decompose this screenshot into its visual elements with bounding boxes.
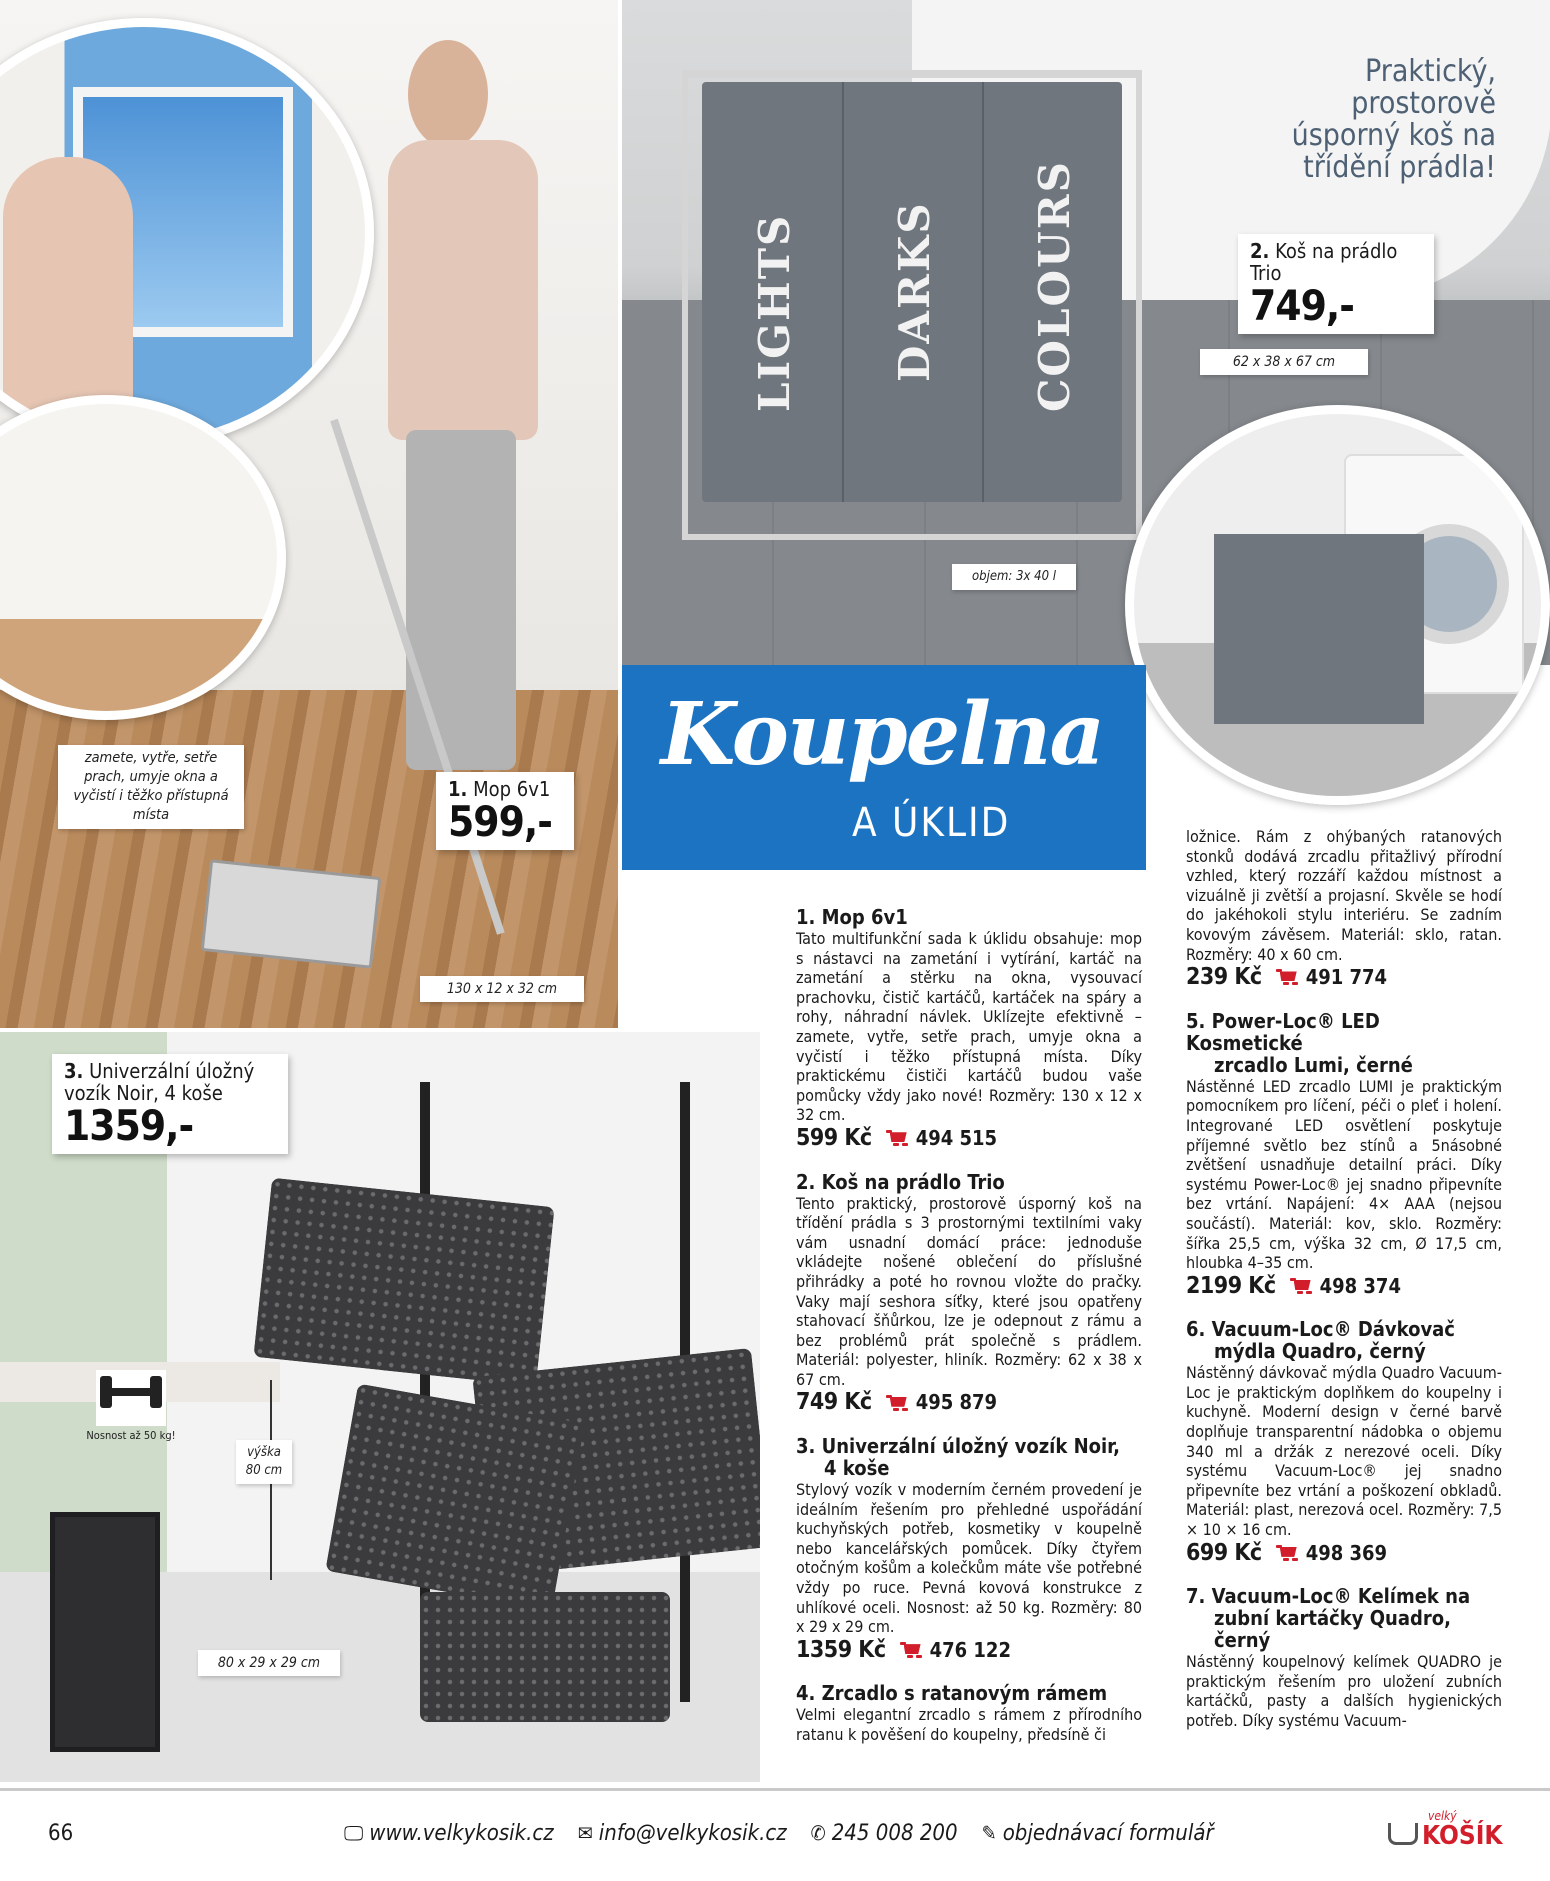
product-desc: Nástěnný dávkovač mýdla Quadro Vacuum-Loc je praktickým doplňkem do koupelny i kuchyně. Moderní design v černé barvě doplňuje transparentní nádobka o objemu 340 ml a držák z nerezové oceli. Díky systému Vacuum-Loc® jej snadno připevníte bez vrtání a poškození obkladů. Materiál: plast, nerezová ocel. Rozměry: 7,5 × 10 × 16 cm. xyxy=(1186,1363,1502,1540)
product-code: 498 369 xyxy=(1305,1540,1388,1565)
cart-icon xyxy=(886,1395,908,1412)
product-code: 491 774 xyxy=(1305,965,1388,990)
price-box-mop xyxy=(436,772,574,850)
product-order xyxy=(1186,1539,1502,1566)
product-price: 1359 Kč xyxy=(796,1636,886,1663)
laundry-bag-carry-photo xyxy=(1125,405,1550,805)
page-number: 66 xyxy=(48,1821,74,1846)
form-icon: ✎ xyxy=(981,1821,997,1845)
bag-word-darks: DARKS xyxy=(890,201,939,382)
product-order xyxy=(1186,964,1502,991)
product-desc: Stylový vozík v moderním černém provedení je ideálním řešením pro přehledné uspořádání kuchyňských potřeb, kosmetiky v koupelně nebo kancelářských pomůcek. Díky čtyřem otočným košům a kolečkům máte vše potřebné vždy po ruce. Pevná kovová konstrukce z uhlíkové oceli. Nosnost: až 50 kg. Rozměry: 80 x 29 x 29 cm. xyxy=(796,1480,1142,1637)
cart-icon xyxy=(886,1130,908,1147)
product-price: 2199 Kč xyxy=(1186,1272,1276,1299)
product-title: 5. Power-Loc® LED Kosmetické zrcadlo Lumi, černé xyxy=(1186,1008,1413,1077)
product-laundry-bag xyxy=(796,1171,1142,1414)
product-title: 4. Zrcadlo s ratanovým rámem xyxy=(796,1681,1108,1706)
price-box-name: Univerzální úložný vozík Noir, 4 koše xyxy=(64,1059,255,1105)
product-column-middle xyxy=(796,906,1142,1745)
product-code: 495 879 xyxy=(915,1390,998,1415)
bag-dims-tag: 62 x 38 x 67 cm xyxy=(1200,349,1368,375)
product-code: 498 374 xyxy=(1319,1273,1401,1298)
dumbbell-icon xyxy=(96,1370,166,1426)
product-mirror xyxy=(796,1682,1142,1744)
price-box-name: Koš na prádlo Trio xyxy=(1250,239,1398,285)
monitor-icon: 🖵 xyxy=(344,1821,364,1845)
velky-kosik-logo xyxy=(1388,1809,1508,1859)
basket-icon xyxy=(1388,1823,1418,1845)
product-desc: Nástěnný koupelnový kelímek QUADRO je praktickým řešením pro uložení zubních kartáčků, pasty a dalších hygienických potřeb. Díky systému Vacuum- xyxy=(1186,1652,1502,1730)
phone-icon: ✆ xyxy=(810,1821,826,1845)
small-cart-image xyxy=(50,1512,160,1752)
product-price: 699 Kč xyxy=(1186,1539,1262,1566)
product-desc: Tento praktický, prostorově úsporný koš na třídění prádla s 3 prostornými textilními vaky vám usnadní domácí práce: jednoduše vkládejte nošené oblečení do příslušné přihrádky a poté ho rovnou vložte do pračky. Vaky mají seshora síťky, které jsou opatřeny stahovací šňůrkou, lze je odepnout z rámu a bez problémů prát společně s prádlem. Materiál: polyester, hliník. Rozměry: 62 x 38 x 67 cm. xyxy=(796,1193,1142,1389)
cart-icon xyxy=(1276,1545,1298,1562)
cart-icon xyxy=(1276,969,1298,986)
product-soap-dispenser xyxy=(1186,1317,1502,1566)
price-box-name: Mop 6v1 xyxy=(473,777,551,801)
price-box-num: 1. xyxy=(448,777,468,801)
footer-phone[interactable]: ✆ 245 008 200 xyxy=(810,1821,958,1846)
footer-contacts xyxy=(344,1821,1214,1846)
footer-email-link[interactable]: ✉ info@velkykosik.cz xyxy=(577,1821,787,1846)
product-price: 749 Kč xyxy=(796,1389,872,1416)
headline: Praktický, prostorově úsporný koš na třídění prádla! xyxy=(1291,54,1496,185)
product-led-mirror xyxy=(1186,1010,1502,1297)
page-footer xyxy=(0,1788,1550,1881)
product-mop xyxy=(796,906,1142,1149)
price-box-num: 2. xyxy=(1250,239,1270,263)
bag-word-lights: LIGHTS xyxy=(750,213,799,412)
cart-basket xyxy=(325,1383,584,1610)
product-title: 6. Vacuum-Loc® Dávkovač mýdla Quadro, černý xyxy=(1186,1317,1455,1364)
cart-dims-tag: 80 x 29 x 29 cm xyxy=(198,1650,340,1676)
product-order xyxy=(796,1124,1142,1151)
banner-title: Koupelna xyxy=(660,684,1104,785)
price-box-num: 3. xyxy=(64,1059,84,1083)
product-code: 476 122 xyxy=(929,1637,1011,1662)
price-box-bag xyxy=(1238,234,1434,334)
cart-load-label: Nosnost až 50 kg! xyxy=(86,1429,176,1442)
product-column-right xyxy=(1186,826,1502,1731)
category-banner xyxy=(622,665,1146,870)
mop-head xyxy=(201,859,382,968)
mop-caption: zamete, vytře, setře prach, umyje okna a vyčistí i těžko přístupná místa xyxy=(58,745,244,829)
footer-web-link[interactable]: 🖵 www.velkykosik.cz xyxy=(344,1821,554,1846)
cart-height-tag: výška 80 cm xyxy=(236,1440,292,1484)
product-order xyxy=(1186,1272,1502,1299)
cart-basket xyxy=(253,1178,554,1387)
product-price: 239 Kč xyxy=(1186,964,1262,991)
footer-form-link[interactable]: ✎ objednávací formulář xyxy=(981,1821,1214,1846)
product-title: 1. Mop 6v1 xyxy=(796,905,908,929)
product-title: 7. Vacuum-Loc® Kelímek na zubní kartáčky Quadro, černý xyxy=(1186,1584,1471,1653)
product-title: 2. Koš na prádlo Trio xyxy=(796,1169,1005,1194)
product-storage-cart xyxy=(796,1434,1142,1663)
price-box-price: 749,- xyxy=(1250,281,1354,330)
laundry-bag xyxy=(702,82,1122,502)
product-desc: Velmi elegantní zrcadlo s rámem z přírodního ratanu k pověšení do koupelny, předsíně či xyxy=(796,1705,1142,1744)
product-code: 494 515 xyxy=(915,1125,998,1150)
logo-big: KOŠÍK xyxy=(1422,1821,1503,1851)
cart-icon xyxy=(900,1642,922,1659)
product-desc: ložnice. Rám z ohýbaných ratanových stonků dodává zrcadlu přitažlivý přírodní vzhled, který rozzáří každou místnost a vizuálně ji zvětší a projasní. Skvěle se hodí do jakéhokoli stylu interiéru. Se zadním kovovým závěsem. Materiál: sklo, ratan. Rozměry: 40 x 60 cm. xyxy=(1186,827,1502,964)
product-desc: Tato multifunkční sada k úklidu obsahuje: mop s nástavci na zametání i vytírání, kartáč na zametání a stěrku na okna, vysouvací prachovku, čistič kartáčů, kartáček na spáry a rohy, náhradní návlek. Uklízejte efektivně – zamete, vytře, setře prach, umyje okna a vyčistí i těžko přístupná místa. Díky praktickému čističi kartáčů budou vaše pomůcky vždy jako nové! Rozměry: 130 x 12 x 32 cm. xyxy=(796,929,1142,1125)
banner-subtitle: A ÚKLID xyxy=(852,800,1011,846)
price-box-cart xyxy=(52,1054,288,1154)
bag-volume-tag: objem: 3x 40 l xyxy=(952,564,1076,590)
product-order xyxy=(796,1636,1142,1663)
logo-small: velký xyxy=(1428,1809,1457,1823)
cart-icon xyxy=(1290,1278,1312,1295)
price-box-price: 1359,- xyxy=(64,1101,194,1150)
price-box-price: 599,- xyxy=(448,797,552,846)
envelope-icon: ✉ xyxy=(577,1821,593,1845)
product-toothbrush-cup xyxy=(1186,1585,1502,1730)
product-desc: Nástěnné LED zrcadlo LUMI je praktickým pomocníkem pro líčení, péči o pleť i holení. Integrované LED osvětlení poskytuje příjemné světlo bez stínů a 5násobné zvětšení usnadňuje detailní práci. Díky systému Power-Loc® jej snadno připevníte bez vrtání. Napájení: 4× AAA (nejsou součástí). Materiál: kov, sklo. Rozměry: šířka 25,5 cm, výška 32 cm, Ø 17,5 cm, hloubka 4–35 cm. xyxy=(1186,1076,1502,1273)
product-order xyxy=(796,1389,1142,1416)
product-mirror-cont xyxy=(1186,827,1502,991)
mop-dims-tag: 130 x 12 x 32 cm xyxy=(420,976,584,1002)
bag-word-colours: COLOURS xyxy=(1030,160,1079,412)
cart-basket xyxy=(420,1592,670,1722)
mop-photo xyxy=(0,0,618,1028)
product-price: 599 Kč xyxy=(796,1124,872,1151)
product-title: 3. Univerzální úložný vozík Noir, 4 koše xyxy=(796,1434,1120,1481)
